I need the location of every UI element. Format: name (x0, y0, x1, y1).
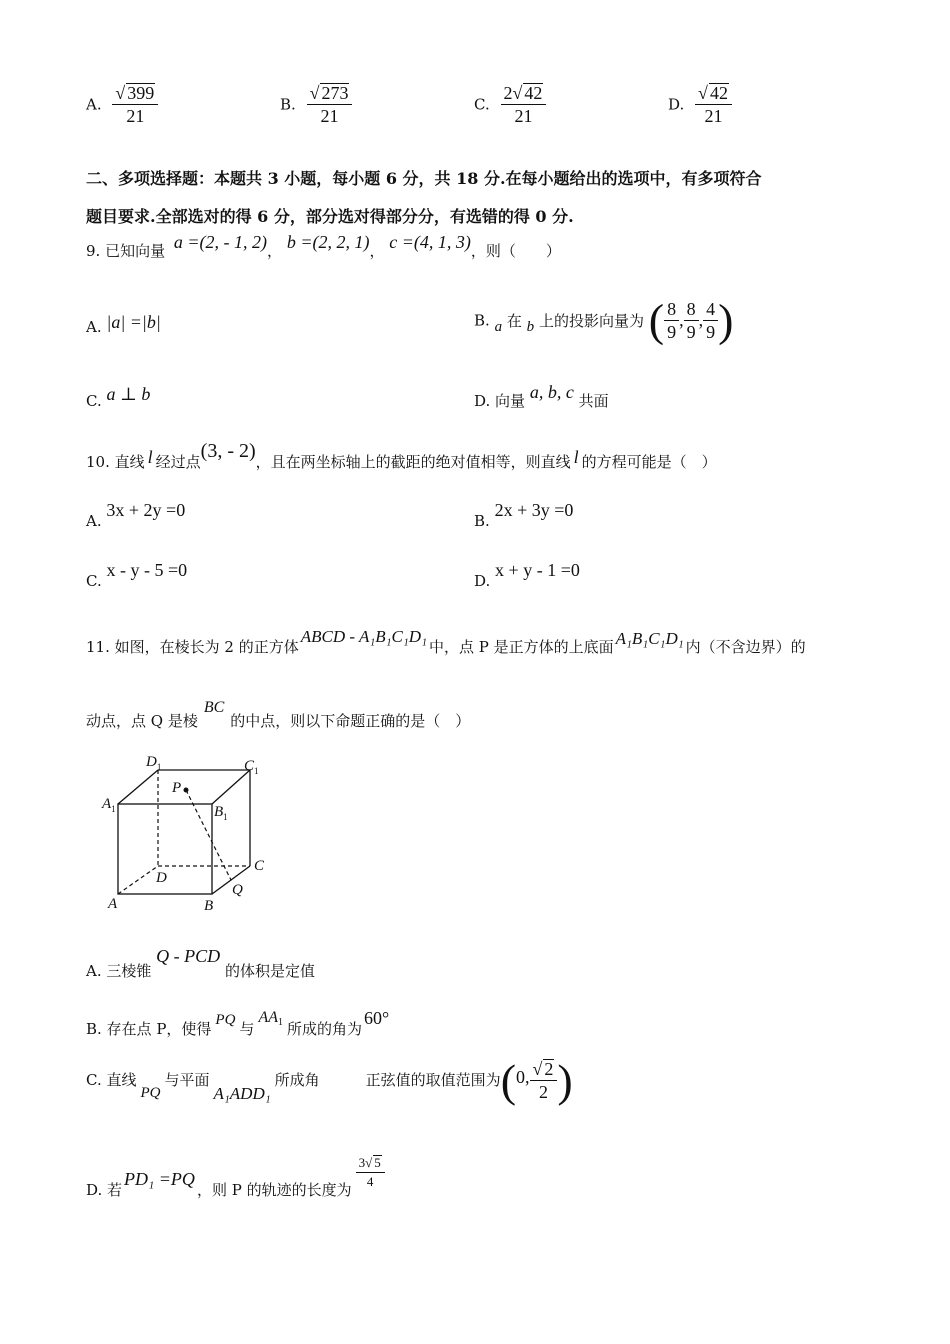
option-math: x + y - 1 =0 (495, 560, 580, 580)
q9-option-b: B. a 在 b 上的投影向量为 ( $\frac{8}{9}$ , $\frac{8}{9}$ , $\frac{4}{9}$ ) (474, 294, 734, 346)
label-a1: $A_1$ (102, 796, 116, 814)
option-label: C. (474, 95, 490, 114)
text: ，且在两坐标轴上的截距的绝对值相等，则直线 (255, 453, 571, 471)
section2-line1: 二、多项选择题：本题共 3 小题，每小题 6 分，共 18 分.在每小题给出的选项中，有多项符合 (86, 169, 762, 188)
option-label: B. (474, 311, 490, 330)
fraction: $\frac{√ 273}{21}$ (307, 82, 353, 127)
edge-bc: BC (203, 699, 225, 716)
text: 经过点 (155, 453, 201, 471)
option-math: a ⊥ b (106, 384, 151, 404)
label-c1: $C_1$ (244, 758, 259, 776)
label-c: C (254, 858, 265, 874)
option-label: A. (86, 95, 102, 114)
section2-line2: 题目要求.全部选对的得 6 分，部分选对得部分分，有选错的得 0 分. (86, 207, 574, 226)
q9-option-a (86, 312, 161, 337)
option-label: D. (474, 392, 491, 410)
fraction: $\frac{√ 42}{21}$ (695, 82, 732, 127)
option-label: C. (86, 572, 102, 590)
text: 中，点 P 是正方体的上底面 (428, 638, 614, 656)
q11-prefix: 11. 如图，在棱长为 2 的正方体 (86, 638, 299, 656)
label-q: Q (232, 882, 243, 898)
fraction: $\frac{√ 399}{21}$ (112, 82, 158, 127)
option-label: A. (86, 512, 102, 530)
vector-a: a (494, 318, 503, 335)
separator: ， (267, 242, 283, 260)
text: 正弦值的取值范围为 (365, 1070, 501, 1089)
interval-start: 0, (516, 1066, 530, 1087)
fraction: $\frac{8}{9}$ (684, 298, 699, 343)
right-paren: ) (557, 1054, 573, 1106)
option-math: PD₁ =PQ (124, 1168, 195, 1189)
text: 与平面 (164, 1070, 210, 1089)
label-b: B (204, 898, 214, 914)
cube-figure (96, 748, 286, 918)
text: 所成的角为 (286, 1020, 362, 1038)
q9-stem (86, 232, 561, 261)
segment-aa1: $AA_1$ (258, 1009, 283, 1028)
line-l: l (573, 447, 579, 467)
text: 动点，点 Q 是棱 (86, 712, 198, 730)
q9-suffix: ，则（ ） (470, 242, 561, 260)
text: 内（不含边界）的 (685, 638, 806, 656)
fraction: $\frac{2√ 42}{21}$ (501, 82, 547, 127)
radicand: 399 (127, 83, 155, 103)
text: 向量 (495, 392, 526, 410)
fraction: $\frac{3√ 5}{4}$ (356, 1154, 385, 1191)
q9-option-d (474, 382, 609, 411)
point: (3, - 2) (200, 440, 256, 462)
q11-stem-line1 (86, 627, 806, 657)
vector-b: b (526, 318, 535, 335)
option-label: B. (474, 512, 490, 530)
option-math: x - y - 5 =0 (106, 560, 188, 580)
option-label: D. (668, 95, 685, 114)
cube-name: ABCD - A₁B₁C₁D₁ (300, 627, 427, 646)
separator: ， (369, 242, 385, 260)
vector-c-def: c =(4, 1, 3) (389, 232, 471, 252)
label-d: D (156, 870, 167, 886)
q10-option-c (86, 560, 188, 590)
top-face: A₁B₁C₁D₁ (615, 629, 684, 648)
denominator: 21 (126, 106, 145, 126)
q10-option-d (474, 560, 580, 590)
option-label: D. (474, 572, 491, 590)
option-label: D. 若 (86, 1180, 123, 1199)
option-label: C. 直线 (86, 1070, 137, 1089)
text: 的中点，则以下命题正确的是（ ） (230, 712, 471, 730)
left-paren: ( (500, 1054, 517, 1106)
option-label: A. 三棱锥 (86, 962, 152, 980)
q11-option-b (86, 1008, 390, 1038)
coefficient: 2 (503, 83, 513, 103)
q9-prefix: 9. 已知向量 (86, 242, 166, 260)
fraction: $\frac{8}{9}$ (664, 298, 679, 343)
label-a: A (108, 896, 118, 912)
q8-option-a (86, 82, 158, 127)
option-label: C. (86, 392, 102, 410)
denominator: 21 (704, 106, 723, 126)
text: 上的投影向量为 (538, 312, 644, 330)
label-b1: $B_1$ (214, 804, 228, 822)
plane: A₁ADD₁ (213, 1083, 271, 1103)
text: ，则 P 的轨迹的长度为 (196, 1180, 352, 1199)
text: 的方程可能是（ ） (581, 453, 717, 471)
vector-a-def: a =(2, - 1, 2) (173, 232, 268, 252)
option-label: B. (280, 95, 296, 114)
vector-b-def: b =(2, 2, 1) (286, 232, 370, 252)
option-math: Q - PCD (156, 946, 221, 966)
option-math: |a| =|b| (106, 312, 161, 332)
radicand: 42 (524, 83, 543, 103)
q8-option-d (668, 82, 732, 127)
option-label: B. 存在点 P，使得 (86, 1020, 212, 1038)
right-paren: ) (718, 294, 734, 346)
segment-pq: PQ (140, 1084, 161, 1101)
option-math: 2x + 3y =0 (494, 500, 574, 520)
fraction: $\frac{4}{9}$ (703, 298, 718, 343)
q10-option-b (474, 500, 574, 530)
q11-option-d (86, 1150, 385, 1199)
text: 与 (239, 1020, 255, 1038)
label-p: P (172, 780, 182, 796)
text: 的体积是定值 (224, 962, 315, 980)
q10-stem (86, 440, 717, 473)
option-math: a, b, c (529, 382, 574, 402)
denominator: 21 (320, 106, 339, 126)
label-d1: $D_1$ (146, 754, 162, 772)
q11-option-a (86, 946, 315, 980)
q8-option-b (280, 82, 352, 127)
segment-pq: PQ (215, 1012, 236, 1028)
line-l: l (147, 447, 153, 467)
q10-prefix: 10. 直线 (86, 453, 145, 471)
text: 共面 (578, 392, 609, 410)
left-paren: ( (648, 294, 665, 346)
radicand: 273 (321, 83, 349, 103)
option-math: 3x + 2y =0 (106, 500, 186, 520)
q11-stem-line2 (86, 699, 471, 731)
option-label: A. (86, 318, 102, 336)
radicand: 42 (709, 83, 728, 103)
text: 所成角 (274, 1070, 320, 1089)
fraction: $\frac{√ 2}{2}$ (530, 1058, 558, 1103)
q10-option-a (86, 500, 186, 530)
denominator: 21 (514, 106, 533, 126)
angle: 60° (364, 1008, 390, 1028)
q9-option-c (86, 384, 151, 411)
q11-option-c (86, 1054, 573, 1109)
q8-option-c (474, 82, 546, 127)
text: 在 (506, 312, 522, 330)
